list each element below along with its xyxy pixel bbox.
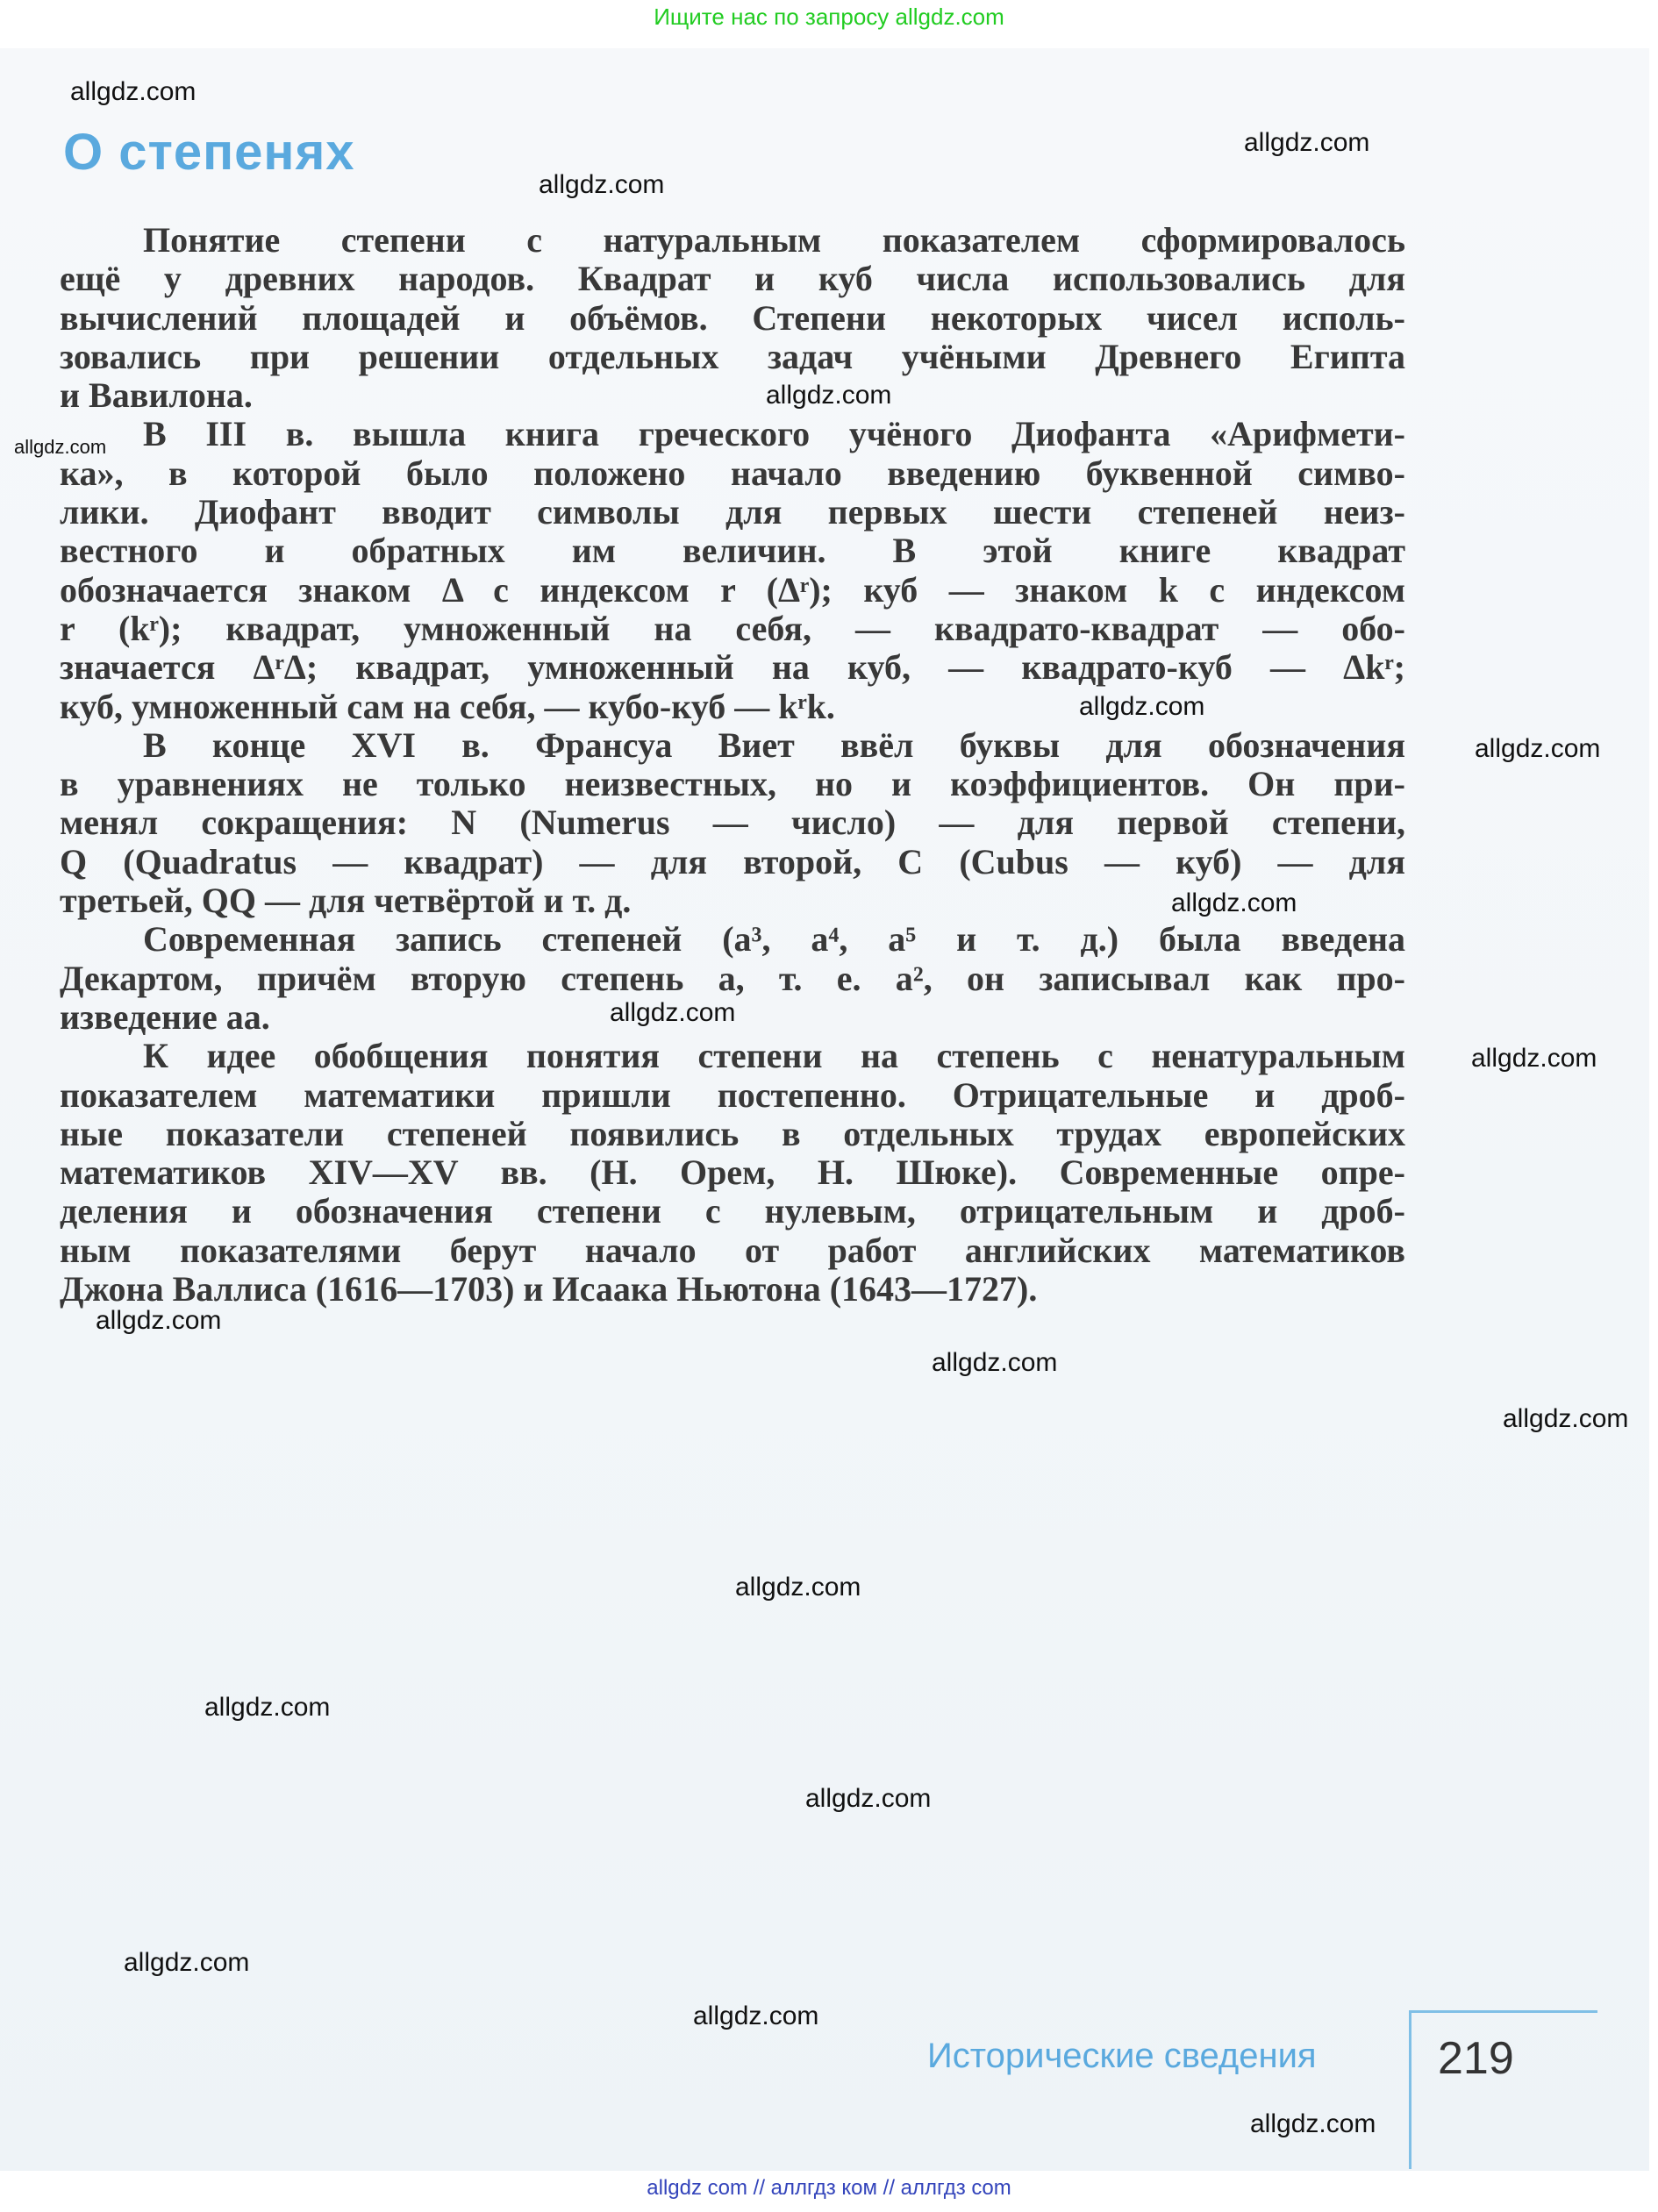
watermark: allgdz.com (124, 1948, 250, 1977)
watermark: allgdz.com (1475, 734, 1601, 763)
watermark: allgdz.com (204, 1693, 331, 1722)
text-line: деления и обозначения степени с нулевым, отрицательным и дроб- (60, 1191, 1405, 1231)
page-number-box (1409, 2010, 1597, 2169)
watermark: allgdz.com (1250, 2109, 1376, 2138)
watermark: allgdz.com (539, 170, 665, 199)
text-line: третьей, QQ — для четвёртой и т. д. (60, 881, 632, 921)
text-line: зовались при решении отдельных задач учёными Древнего Египта (60, 336, 1405, 376)
watermark: allgdz.com (96, 1306, 222, 1335)
watermark: allgdz.com (693, 2002, 819, 2030)
text-line: обозначается знаком Δ с индексом r (Δʳ); куб — знаком k с индексом (60, 569, 1405, 610)
text-line: математиков XIV—XV вв. (Н. Орем, Н. Шюке). Современные опре- (60, 1152, 1405, 1193)
text-line: Q (Quadratus — квадрат) — для второй, C (Cubus — куб) — для (60, 841, 1405, 881)
text-line: В III в. вышла книга греческого учёного Диофанта «Арифмети- (143, 414, 1405, 454)
text-line: К идее обобщения понятия степени на степень с ненатуральным (143, 1036, 1405, 1076)
text-line: менял сокращения: N (Numerus — число) — для первой степени, (60, 803, 1405, 843)
text-line: значается ΔʳΔ; квадрат, умноженный на куб, — квадрато-куб — Δkʳ; (60, 647, 1405, 688)
page-title: О степенях (63, 124, 355, 181)
watermark: allgdz.com (1471, 1044, 1597, 1073)
body-text (60, 221, 1405, 1309)
paragraph (60, 415, 1405, 725)
paragraph (60, 221, 1405, 415)
text-line: и Вавилона. (60, 375, 253, 416)
text-line: Понятие степени с натуральным показателем сформировалось (143, 220, 1405, 260)
text-line: лики. Диофант вводит символы для первых шести степеней неиз- (60, 492, 1405, 532)
watermark: allgdz.com (1244, 128, 1370, 157)
text-line: в уравнениях не только неизвестных, но и коэффициентов. Он при- (60, 764, 1405, 804)
text-line: изведение aa. (60, 996, 270, 1037)
text-line: вычислений площадей и объёмов. Степени некоторых чисел исполь- (60, 297, 1405, 338)
watermark: allgdz.com (14, 436, 107, 458)
text-line: ка», в которой было положено начало введению буквенной симво- (60, 453, 1405, 493)
text-line: Современная запись степеней (a³, a⁴, a⁵ и т. д.) была введена (143, 919, 1405, 960)
text-line: В конце XVI в. Франсуа Виет ввёл буквы для обозначения (143, 724, 1405, 765)
text-line: ные показатели степеней появились в отдельных трудах европейских (60, 1113, 1405, 1153)
text-line: показателем математики пришли постепенно. Отрицательные и дроб- (60, 1074, 1405, 1115)
top-banner: Ищите нас по запросу allgdz.com (654, 4, 1004, 30)
watermark: allgdz.com (610, 998, 736, 1027)
text-line: ным показателями берут начало от работ английских математиков (60, 1230, 1405, 1270)
watermark: allgdz.com (735, 1573, 861, 1602)
watermark: allgdz.com (1079, 692, 1205, 721)
text-line: Джона Валлиса (1616—1703) и Исаака Ньютона (1643—1727). (60, 1269, 1038, 1309)
footer-links: allgdz com // аллгдз ком // аллгдз com (647, 2176, 1011, 2200)
watermark: allgdz.com (1503, 1404, 1629, 1433)
watermark: allgdz.com (70, 77, 197, 106)
text-line: куб, умноженный сам на себя, — кубо-куб — kʳk. (60, 686, 835, 726)
text-line: ещё у древних народов. Квадрат и куб числа использовались для (60, 259, 1405, 299)
watermark: allgdz.com (766, 381, 892, 410)
text-line: Декартом, причём вторую степень a, т. е. a², он записывал как про- (60, 958, 1405, 998)
watermark: allgdz.com (805, 1784, 932, 1813)
section-label: Исторические сведения (927, 2037, 1317, 2075)
text-line: r (kʳ); квадрат, умноженный на себя, — квадрато-квадрат — обо- (60, 608, 1405, 648)
page-number: 219 (1438, 2033, 1514, 2084)
watermark: allgdz.com (1171, 888, 1297, 917)
watermark: allgdz.com (932, 1348, 1058, 1377)
paragraph (60, 1037, 1405, 1309)
text-line: вестного и обратных им величин. В этой книге квадрат (60, 531, 1405, 571)
